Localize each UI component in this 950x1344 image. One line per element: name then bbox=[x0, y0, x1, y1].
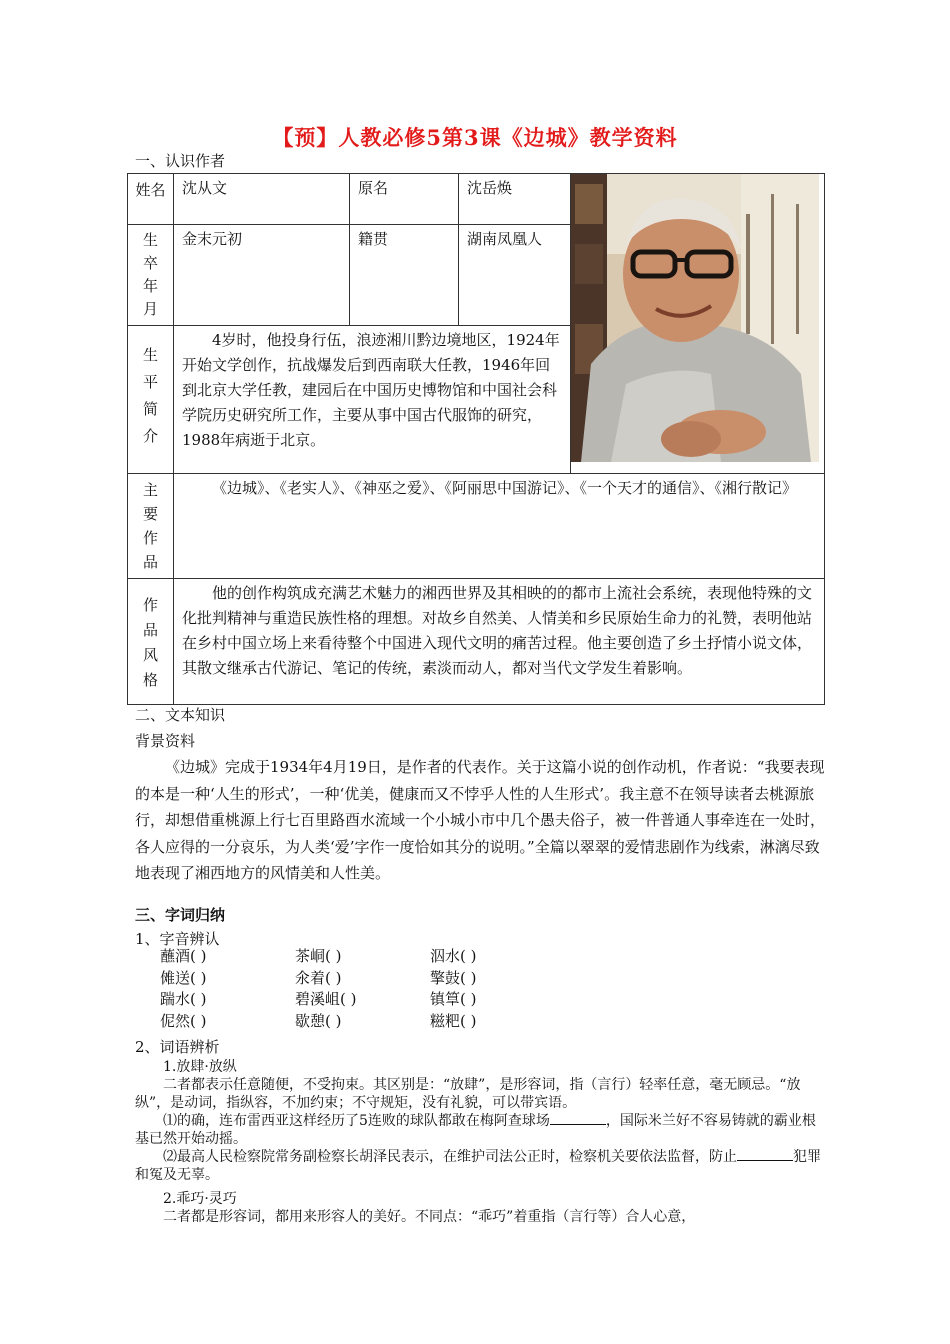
pronunciation-heading: 1、字音辨认 bbox=[135, 930, 220, 948]
char-item: 茶峒( ) bbox=[295, 947, 342, 965]
word-pair-title: 1.放肆·放纵 bbox=[163, 1059, 237, 1075]
char-item: 歇憩( ) bbox=[295, 1011, 342, 1030]
example-sentence-1: ⑴的确，连布雷西亚这样经历了5连败的球队都敢在梅阿查球场 ，国际米兰好不容易铸就的霸业根基已然开始动摇。 bbox=[135, 1113, 816, 1147]
char-item: 傩送( ) bbox=[160, 968, 207, 987]
char-item: 氽着( ) bbox=[295, 968, 342, 987]
name-label: 姓名 bbox=[128, 174, 174, 225]
blank-line[interactable] bbox=[550, 1112, 606, 1125]
section-heading-text-knowledge: 二、文本知识 bbox=[135, 706, 226, 724]
original-name-label: 原名 bbox=[350, 174, 459, 225]
char-item: 糍粑( ) bbox=[430, 1011, 477, 1030]
char-item: 碧溪岨( ) bbox=[295, 990, 357, 1008]
works-style-text: 他的创作构筑成充满艺术魅力的湘西世界及其相映的的都市上流社会系统，表现他特殊的文化批判精神与重造民族性格的理想。对故乡自然美、人情美和乡民原始生命力的礼赞，表明他站在乡村中国立场上来看待整个中国进入现代文明的痛苦过程。他主要创造了乡土抒情小说文体，其散文继承古代游记、笔记的传统，素淡而动人，都对当代文学发生着影响。 bbox=[174, 579, 825, 705]
list-item bbox=[160, 968, 660, 990]
works-style-label: 作品风格 bbox=[128, 579, 174, 705]
section-heading-author: 一、认识作者 bbox=[135, 152, 226, 170]
word-pair-title: 2.乖巧·灵巧 bbox=[163, 1191, 237, 1207]
char-item: 踹水( ) bbox=[160, 990, 207, 1008]
biography-text: 4岁时，他投身行伍，浪迹湘川黔边境地区，1924年开始文学创作，抗战爆发后到西南联大任教，1946年回到北京大学任教，建园后在中国历史博物馆和中国社会科学院历史研究所工作，主要从事中国古代服饰的研究，1988年病逝于北京。 bbox=[174, 326, 571, 474]
blank-line[interactable] bbox=[737, 1148, 793, 1161]
background-paragraph bbox=[135, 754, 825, 887]
background-heading: 背景资料 bbox=[135, 732, 196, 750]
document-title: 【预】人教必修5第3课《边城》教学资料 bbox=[272, 125, 678, 150]
word-analysis-heading: 2、词语辨析 bbox=[135, 1038, 220, 1056]
biography-label: 生平简介 bbox=[128, 326, 174, 474]
list-item bbox=[160, 946, 660, 968]
list-item bbox=[160, 1011, 660, 1033]
author-info-table bbox=[127, 173, 825, 705]
example-sentence-2: ⑵最高人民检察院常务副检察长胡泽民表示，在维护司法公正时，检察机关要依法监督，防止 犯罪和冤及无辜。 bbox=[135, 1149, 821, 1183]
word-analysis-block bbox=[135, 1058, 825, 1226]
char-item: 伲然( ) bbox=[160, 1011, 207, 1030]
char-item: 擎鼓( ) bbox=[430, 968, 477, 987]
word-pair-explanation: 二者都是形容词，都用来形容人的美好。不同点：“乖巧”着重指（言行等）合人心意， bbox=[163, 1209, 696, 1225]
pronunciation-list bbox=[160, 946, 660, 1032]
char-item: 镇筸( ) bbox=[430, 990, 477, 1008]
native-place-label: 籍贯 bbox=[350, 225, 459, 326]
background-text: 《边城》完成于1934年4月19日，是作者的代表作。关于这篇小说的创作动机，作者说：“我要表现的本是一种‘人生的形式’，一种‘优美，健康而又不悖乎人性的人生形式’。我主意不在领导读者去桃源旅行，却想借重桃源上行七百里路酉水流域一个小城小市中几个愚夫俗子，被一件普通人事牵连在一处时，各人应得的一分哀乐，为人类‘爱’字作一度恰如其分的说明。”全篇以翠翠的爱情悲剧作为线索，淋漓尽致地表现了湘西地方的风情美和人性美。 bbox=[135, 758, 826, 882]
word-pair-explanation: 二者都表示任意随便，不受拘束。其区别是：“放肆”，是形容词，指（言行）轻率任意，毫无顾忌。“放纵”，是动词，指纵容，不加约束；不守规矩，没有礼貌，可以带宾语。 bbox=[135, 1077, 801, 1111]
birth-label: 生卒年月 bbox=[128, 225, 174, 326]
main-works-label: 主要作品 bbox=[128, 474, 174, 579]
native-place-value: 湖南凤凰人 bbox=[459, 225, 571, 326]
char-item: 蘸酒( ) bbox=[160, 947, 207, 965]
author-portrait bbox=[571, 174, 825, 474]
birth-value: 金末元初 bbox=[174, 225, 350, 326]
main-works-text: 《边城》、《老实人》、《神巫之爱》、《阿丽思中国游记》、《一个天才的通信》、《湘行散记》 bbox=[174, 474, 825, 579]
original-name-value: 沈岳焕 bbox=[459, 174, 571, 225]
list-item bbox=[160, 989, 660, 1011]
section-heading-vocabulary: 三、字词归纳 bbox=[135, 906, 226, 924]
char-item: 泅水( ) bbox=[430, 947, 477, 965]
name-value: 沈从文 bbox=[174, 174, 350, 225]
author-photo-image bbox=[571, 174, 819, 462]
